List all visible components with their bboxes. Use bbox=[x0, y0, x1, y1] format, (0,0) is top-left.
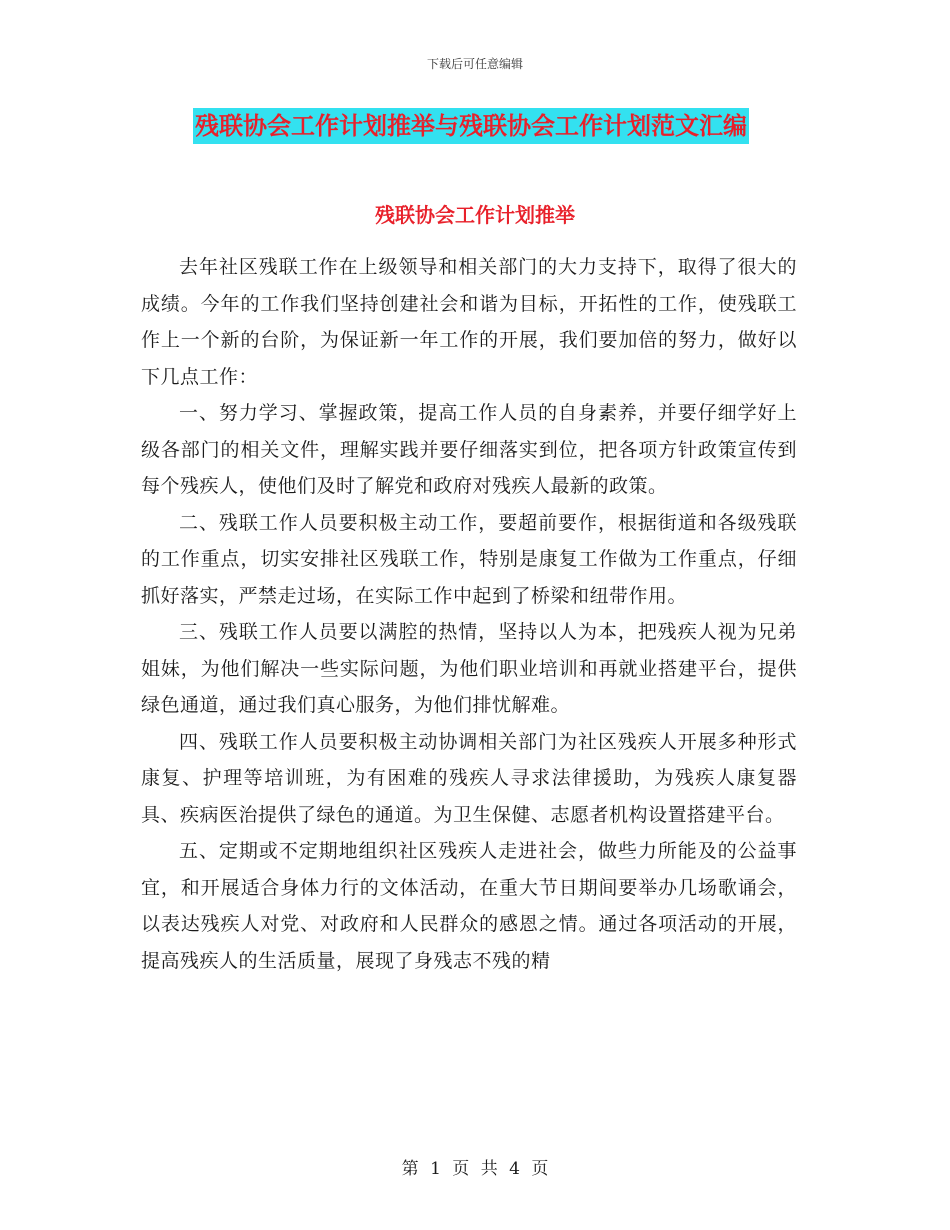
document-body bbox=[141, 249, 797, 979]
paragraph-item-5: 五、定期或不定期地组织社区残疾人走进社会，做些力所能及的公益事宜，和开展适合身体力行的文体活动，在重大节日期间要举办几场歌诵会，以表达残疾人对党、对政府和人民群众的感恩之情。通过各项活动的开展，提高残疾人的生活质量，展现了身残志不残的精 bbox=[141, 840, 797, 972]
section-title: 残联协会工作计划推举 bbox=[375, 203, 575, 227]
page-header-note: 下载后可任意编辑 bbox=[426, 57, 523, 71]
paragraph-intro: 去年社区残联工作在上级领导和相关部门的大力支持下，取得了很大的成绩。今年的工作我们坚持创建社会和谐为目标，开拓性的工作，使残联工作上一个新的台阶，为保证新一年工作的开展，我们要加倍的努力，做好以下几点工作： bbox=[141, 256, 797, 388]
paragraph-item-4: 四、残联工作人员要积极主动协调相关部门为社区残疾人开展多种形式康复、护理等培训班，为有困难的残疾人寻求法律援助，为残疾人康复器具、疾病医治提供了绿色的通道。为卫生保健、志愿者机构设置搭建平台。 bbox=[141, 730, 797, 826]
paragraph-item-3: 三、残联工作人员要以满腔的热情，坚持以人为本，把残疾人视为兄弟姐妹，为他们解决一些实际问题，为他们职业培训和再就业搭建平台，提供绿色通道，通过我们真心服务，为他们排忧解难。 bbox=[141, 621, 797, 716]
page-number-footer: 第 1 页 共 4 页 bbox=[401, 1159, 549, 1179]
paragraph-item-2: 二、残联工作人员要积极主动工作，要超前要作，根据街道和各级残联的工作重点，切实安排社区残联工作，特别是康复工作做为工作重点，仔细抓好落实，严禁走过场，在实际工作中起到了桥梁和纽带作用。 bbox=[141, 511, 797, 607]
document-title: 残联协会工作计划推举与残联协会工作计划范文汇编 bbox=[193, 108, 749, 144]
paragraph-item-1: 一、努力学习、掌握政策，提高工作人员的自身素养，并要仔细学好上级各部门的相关文件，理解实践并要仔细落实到位，把各项方针政策宣传到每个残疾人，使他们及时了解党和政府对残疾人最新的政策。 bbox=[141, 402, 797, 497]
